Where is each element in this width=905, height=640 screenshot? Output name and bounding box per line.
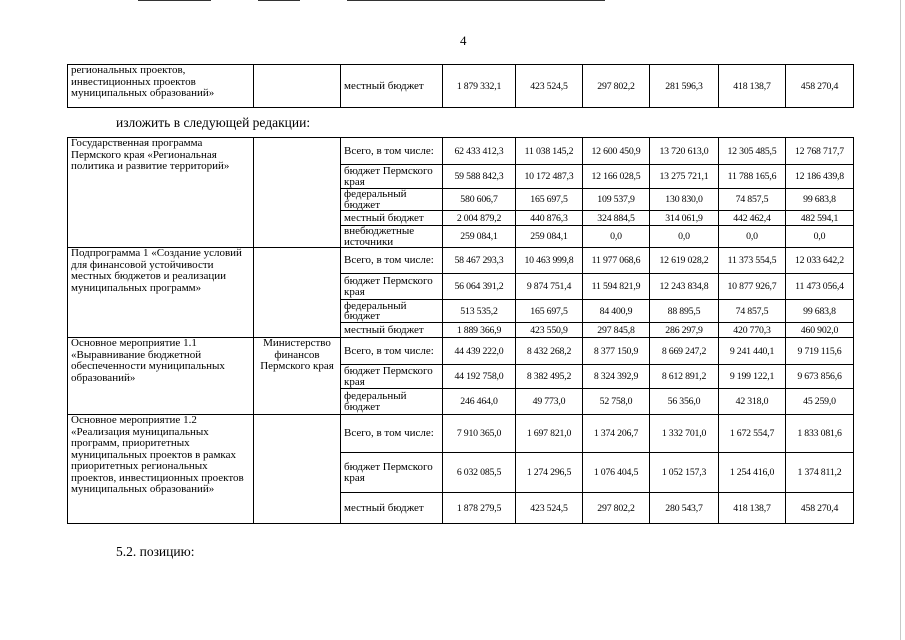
table-row [68, 415, 854, 453]
value-cell: 99 683,8 [786, 300, 854, 323]
funding-source: федеральный бюджет [341, 189, 443, 211]
executor-cell [254, 415, 341, 524]
value-cell: 1 672 554,7 [719, 415, 786, 453]
value-cell: 45 259,0 [786, 389, 854, 415]
value-cell: 1 889 366,9 [443, 323, 516, 338]
value-cell: 440 876,3 [516, 211, 583, 226]
value-cell: 423 524,5 [516, 65, 583, 108]
program-name: Основное мероприятие 1.2 «Реализация муниципальных программ, приоритетных муниципальных проектов в рамках приоритетных региональных проектов, инвестиционных проектов муниципальных образований» [68, 415, 254, 524]
value-cell: 44 439 222,0 [443, 338, 516, 365]
value-cell: 8 324 392,9 [583, 365, 650, 389]
value-cell: 12 186 439,8 [786, 165, 854, 189]
value-cell: 8 377 150,9 [583, 338, 650, 365]
funding-source: федеральный бюджет [341, 300, 443, 323]
value-cell: 482 594,1 [786, 211, 854, 226]
value-cell: 44 192 758,0 [443, 365, 516, 389]
value-cell: 259 084,1 [516, 226, 583, 248]
value-cell: 423 524,5 [516, 493, 583, 524]
value-cell: 10 463 999,8 [516, 248, 583, 274]
program-name: Подпрограмма 1 «Создание условий для финансовой устойчивости местных бюджетов и реализации муниципальных программ» [68, 248, 254, 338]
value-cell: 56 356,0 [650, 389, 719, 415]
funding-source: местный бюджет [341, 323, 443, 338]
value-cell: 297 845,8 [583, 323, 650, 338]
value-cell: 12 243 834,8 [650, 274, 719, 300]
value-cell: 49 773,0 [516, 389, 583, 415]
value-cell: 1 374 206,7 [583, 415, 650, 453]
value-cell: 59 588 842,3 [443, 165, 516, 189]
measure-name: региональных проектов, инвестиционных проектов муниципальных образований» [68, 65, 254, 108]
value-cell: 11 788 165,6 [719, 165, 786, 189]
value-cell: 9 874 751,4 [516, 274, 583, 300]
value-cell: 1 274 296,5 [516, 453, 583, 493]
page-number: 4 [460, 33, 467, 48]
value-cell: 1 076 404,5 [583, 453, 650, 493]
value-cell: 99 683,8 [786, 189, 854, 211]
table-row [68, 138, 854, 165]
value-cell: 281 596,3 [650, 65, 719, 108]
value-cell: 10 877 926,7 [719, 274, 786, 300]
table-row [68, 338, 854, 365]
funding-source: бюджет Пермского края [341, 165, 443, 189]
value-cell: 1 374 811,2 [786, 453, 854, 493]
value-cell: 314 061,9 [650, 211, 719, 226]
value-cell: 9 673 856,6 [786, 365, 854, 389]
value-cell: 1 254 416,0 [719, 453, 786, 493]
value-cell: 12 619 028,2 [650, 248, 719, 274]
top-rule [138, 0, 211, 1]
value-cell: 1 878 279,5 [443, 493, 516, 524]
value-cell: 1 052 157,3 [650, 453, 719, 493]
value-cell: 297 802,2 [583, 65, 650, 108]
value-cell: 58 467 293,3 [443, 248, 516, 274]
funding-source: местный бюджет [341, 493, 443, 524]
value-cell: 259 084,1 [443, 226, 516, 248]
funding-source: бюджет Пермского края [341, 274, 443, 300]
value-cell: 420 770,3 [719, 323, 786, 338]
funding-source: бюджет Пермского края [341, 453, 443, 493]
executor-cell [254, 248, 341, 338]
value-cell: 458 270,4 [786, 65, 854, 108]
previous-table-fragment [67, 64, 854, 108]
value-cell: 12 305 485,5 [719, 138, 786, 165]
value-cell: 11 977 068,6 [583, 248, 650, 274]
funding-source: местный бюджет [341, 211, 443, 226]
value-cell: 9 719 115,6 [786, 338, 854, 365]
value-cell: 88 895,5 [650, 300, 719, 323]
value-cell: 1 879 332,1 [443, 65, 516, 108]
executor-cell [254, 65, 341, 108]
value-cell: 13 275 721,1 [650, 165, 719, 189]
value-cell: 2 004 879,2 [443, 211, 516, 226]
funding-source: федеральный бюджет [341, 389, 443, 415]
value-cell: 12 033 642,2 [786, 248, 854, 274]
value-cell: 9 199 122,1 [719, 365, 786, 389]
program-funding-table [67, 137, 854, 524]
value-cell: 42 318,0 [719, 389, 786, 415]
value-cell: 513 535,2 [443, 300, 516, 323]
value-cell: 418 138,7 [719, 493, 786, 524]
value-cell: 109 537,9 [583, 189, 650, 211]
top-rule [347, 0, 605, 1]
funding-source: внебюджетные источники [341, 226, 443, 248]
value-cell: 165 697,5 [516, 300, 583, 323]
value-cell: 280 543,7 [650, 493, 719, 524]
value-cell: 0,0 [719, 226, 786, 248]
value-cell: 12 600 450,9 [583, 138, 650, 165]
funding-source: Всего, в том числе: [341, 248, 443, 274]
value-cell: 8 669 247,2 [650, 338, 719, 365]
value-cell: 0,0 [786, 226, 854, 248]
value-cell: 286 297,9 [650, 323, 719, 338]
funding-source: Всего, в том числе: [341, 415, 443, 453]
value-cell: 11 038 145,2 [516, 138, 583, 165]
executor-cell [254, 138, 341, 248]
value-cell: 84 400,9 [583, 300, 650, 323]
funding-source: местный бюджет [341, 65, 443, 108]
value-cell: 8 382 495,2 [516, 365, 583, 389]
value-cell: 62 433 412,3 [443, 138, 516, 165]
program-name: Основное мероприятие 1.1 «Выравнивание бюджетной обеспеченности муниципальных образований» [68, 338, 254, 415]
table-row [68, 65, 854, 108]
value-cell: 11 594 821,9 [583, 274, 650, 300]
value-cell: 12 166 028,5 [583, 165, 650, 189]
value-cell: 130 830,0 [650, 189, 719, 211]
value-cell: 9 241 440,1 [719, 338, 786, 365]
value-cell: 8 612 891,2 [650, 365, 719, 389]
value-cell: 324 884,5 [583, 211, 650, 226]
funding-source: бюджет Пермского края [341, 365, 443, 389]
value-cell: 8 432 268,2 [516, 338, 583, 365]
value-cell: 418 138,7 [719, 65, 786, 108]
value-cell: 74 857,5 [719, 300, 786, 323]
value-cell: 1 332 701,0 [650, 415, 719, 453]
value-cell: 11 373 554,5 [719, 248, 786, 274]
funding-source: Всего, в том числе: [341, 338, 443, 365]
value-cell: 12 768 717,7 [786, 138, 854, 165]
value-cell: 13 720 613,0 [650, 138, 719, 165]
value-cell: 580 606,7 [443, 189, 516, 211]
value-cell: 460 902,0 [786, 323, 854, 338]
value-cell: 52 758,0 [583, 389, 650, 415]
scan-edge [900, 0, 901, 640]
value-cell: 1 833 081,6 [786, 415, 854, 453]
value-cell: 246 464,0 [443, 389, 516, 415]
executor-cell: Министерство финансов Пермского края [254, 338, 341, 415]
value-cell: 7 910 365,0 [443, 415, 516, 453]
value-cell: 0,0 [650, 226, 719, 248]
value-cell: 6 032 085,5 [443, 453, 516, 493]
value-cell: 442 462,4 [719, 211, 786, 226]
next-item-heading: 5.2. позицию: [116, 544, 195, 559]
lead-text: изложить в следующей редакции: [116, 115, 311, 130]
program-name: Государственная программа Пермского края «Региональная политика и развитие территорий» [68, 138, 254, 248]
funding-source: Всего, в том числе: [341, 138, 443, 165]
value-cell: 0,0 [583, 226, 650, 248]
top-rule [258, 0, 300, 1]
table-row [68, 248, 854, 274]
value-cell: 423 550,9 [516, 323, 583, 338]
value-cell: 165 697,5 [516, 189, 583, 211]
value-cell: 458 270,4 [786, 493, 854, 524]
value-cell: 74 857,5 [719, 189, 786, 211]
value-cell: 297 802,2 [583, 493, 650, 524]
value-cell: 56 064 391,2 [443, 274, 516, 300]
value-cell: 11 473 056,4 [786, 274, 854, 300]
value-cell: 10 172 487,3 [516, 165, 583, 189]
value-cell: 1 697 821,0 [516, 415, 583, 453]
